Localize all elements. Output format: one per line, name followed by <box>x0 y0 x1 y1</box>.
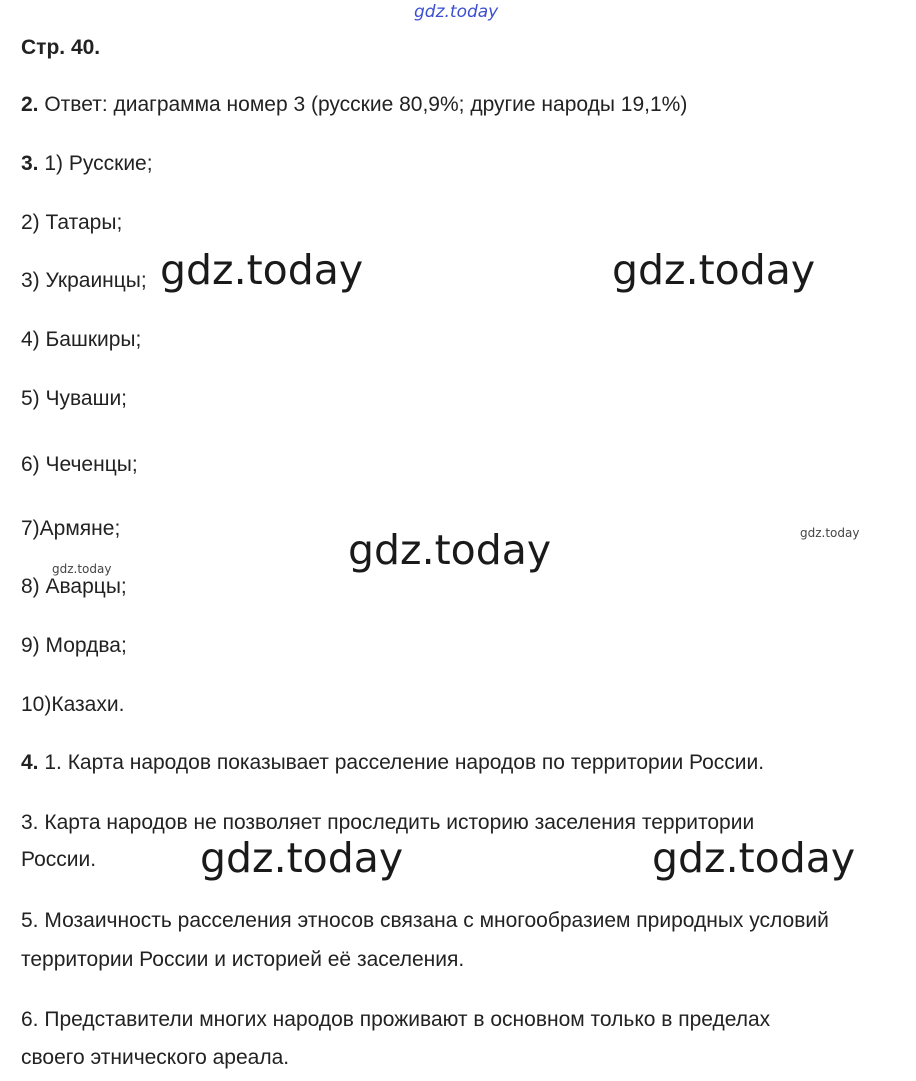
answer-4-line-4: 5. Мозаичность расселения этносов связана с многообразием природных условий <box>21 909 829 932</box>
answer-3-number: 3. <box>21 152 39 175</box>
answer-4-line-2: 3. Карта народов не позволяет проследить историю заселения территории <box>21 811 755 834</box>
watermark-big-3: gdz.today <box>348 526 552 574</box>
watermark-small-1: gdz.today <box>800 526 860 540</box>
answer-4-line-1 <box>21 751 764 775</box>
answer-4-line-text: 1. Карта народов показывает расселение народов по территории России. <box>38 751 765 774</box>
answer-4-line-5: территории России и историей её заселения. <box>21 948 465 971</box>
watermark-big-4: gdz.today <box>200 834 404 882</box>
answer-2-text: Ответ: диаграмма номер 3 (русские 80,9%; другие народы 19,1%) <box>38 93 688 116</box>
answer-3-item-5: 5) Чуваши; <box>21 387 128 410</box>
watermark-big-2: gdz.today <box>612 246 816 294</box>
answer-3-item-2: 2) Татары; <box>21 211 123 234</box>
watermark-small-2: gdz.today <box>52 562 112 576</box>
answer-3-item-text: 1) Русские; <box>44 152 153 175</box>
answer-3-item-8: 8) Аварцы; <box>21 575 127 598</box>
answer-4-line-7: своего этнического ареала. <box>21 1046 290 1069</box>
answer-4-number: 4. <box>21 751 39 774</box>
answer-3-item-1 <box>21 152 153 176</box>
watermark-big-5: gdz.today <box>652 834 856 882</box>
answer-3-item-3: 3) Украинцы; <box>21 269 147 292</box>
page-number-header: Стр. 40. <box>21 36 101 59</box>
answer-3-item-9: 9) Мордва; <box>21 634 127 657</box>
answer-4-line-6: 6. Представители многих народов проживают в основном только в пределах <box>21 1008 771 1031</box>
answer-3-item-10: 10)Казахи. <box>21 693 125 716</box>
watermark-big-1: gdz.today <box>160 246 364 294</box>
watermark-top: gdz.today <box>414 2 499 22</box>
answer-3-item-7: 7)Армяне; <box>21 517 121 540</box>
answer-3-item-4: 4) Башкиры; <box>21 328 142 351</box>
answer-3-item-6: 6) Чеченцы; <box>21 453 138 476</box>
answer-2-number: 2. <box>21 93 39 116</box>
answer-2 <box>21 93 687 117</box>
answer-4-line-3: России. <box>21 848 97 871</box>
